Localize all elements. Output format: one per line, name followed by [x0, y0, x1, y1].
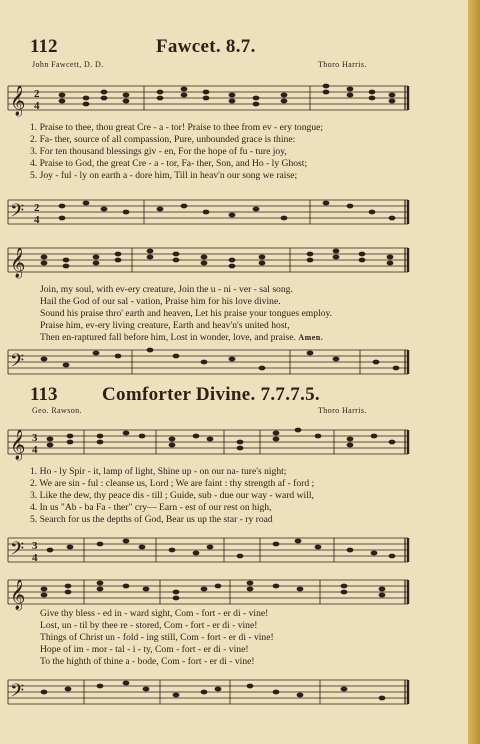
music-staff-treble [0, 76, 468, 118]
hymn-title: Fawcet. 8.7. [156, 36, 256, 57]
svg-text:3: 3 [32, 540, 38, 552]
music-staff-treble [0, 570, 468, 612]
verse-line: 2. We are sin - ful : cleanse us, Lord ; We are faint : thy strength af - ford ; [30, 478, 315, 489]
refrain-line: To the highth of thine a - bode, Com - fort - er di - vine! [40, 656, 255, 667]
music-credit: Thoro Harris. [318, 406, 367, 415]
svg-text:4: 4 [34, 100, 40, 112]
hymn-number: 113 [30, 384, 58, 405]
hymn-number: 112 [30, 36, 58, 57]
music-staff-bass [0, 340, 468, 382]
verse-line: 4. In us "Ab - ba Fa - ther" cry— Earn - est of our rest on high, [30, 502, 272, 513]
svg-text:2: 2 [34, 88, 40, 100]
refrain-line: Hail the God of our sal - vation, Praise him for his love divine. [40, 296, 281, 307]
verse-line: 2. Fa- ther, source of all compassion, Pure, unbounded grace is thine: [30, 134, 296, 145]
svg-text:4: 4 [32, 552, 38, 564]
words-credit: Geo. Rawson. [32, 406, 82, 415]
svg-text:2: 2 [34, 202, 40, 214]
svg-text:𝄞: 𝄞 [10, 580, 26, 610]
svg-text:3: 3 [32, 432, 38, 444]
svg-text:𝄞: 𝄞 [10, 248, 26, 278]
refrain-line: Things of Christ un - fold - ing still, Com - fort - er di - vine! [40, 632, 274, 643]
music-credit: Thoro Harris. [318, 60, 367, 69]
svg-text:4: 4 [34, 214, 40, 226]
verse-line: 4. Praise to God, the great Cre - a - tor, Fa- ther, Son, and Ho - ly Ghost; [30, 158, 308, 169]
refrain-line: Sound his praise thro' earth and heaven, Let his praise your tongues employ. [40, 308, 333, 319]
verse-line: 5. Search for us the depths of God, Bear us up the star - ry road [30, 514, 273, 525]
hymn-title: Comforter Divine. 7.7.7.5. [102, 384, 320, 405]
amen-label: Amen. [298, 333, 324, 342]
music-staff-bass [0, 528, 468, 570]
svg-text:𝄢: 𝄢 [10, 201, 25, 226]
verse-line: 1. Ho - ly Spir - it, lamp of light, Shine up - on our na- ture's night; [30, 466, 287, 477]
svg-text:𝄞: 𝄞 [10, 86, 26, 116]
verse-line: 1. Praise to thee, thou great Cre - a - tor! Praise to thee from ev - ery tongue; [30, 122, 324, 133]
page-edge [468, 0, 480, 744]
svg-text:4: 4 [32, 444, 38, 456]
music-staff-bass [0, 670, 468, 712]
refrain-line-text: Then en-raptured fall before him, Lost in wonder, love, and praise. [40, 332, 296, 343]
music-staff-treble [0, 238, 468, 280]
refrain-line: Join, my soul, with ev-ery creature, Join the u - ni - ver - sal song. [40, 284, 293, 295]
words-credit: John Fawcett, D. D. [32, 60, 104, 69]
verse-line: 5. Joy - ful - ly on earth a - dore him, Till in heav'n our song we raise; [30, 170, 298, 181]
music-staff-treble [0, 420, 468, 462]
svg-text:𝄢: 𝄢 [10, 681, 25, 706]
refrain-line: Praise him, ev-ery living creature, Earth and heav'n's united host, [40, 320, 290, 331]
svg-text:𝄞: 𝄞 [10, 430, 26, 460]
music-staff-bass [0, 190, 468, 232]
svg-text:𝄢: 𝄢 [10, 351, 25, 376]
refrain-line: Give thy bless - ed in - ward sight, Com - fort - er di - vine! [40, 608, 269, 619]
verse-line: 3. For ten thousand blessings giv - en, For the hope of fu - ture joy, [30, 146, 287, 157]
refrain-line: Hope of im - mor - tal - i - ty, Com - fort - er di - vine! [40, 644, 249, 655]
refrain-line: Lost, un - til by thee re - stored, Com - fort - er di - vine! [40, 620, 258, 631]
verse-line: 3. Like the dew, thy peace dis - till ; Guide, sub - due our way - ward will, [30, 490, 314, 501]
svg-text:𝄢: 𝄢 [10, 539, 25, 564]
